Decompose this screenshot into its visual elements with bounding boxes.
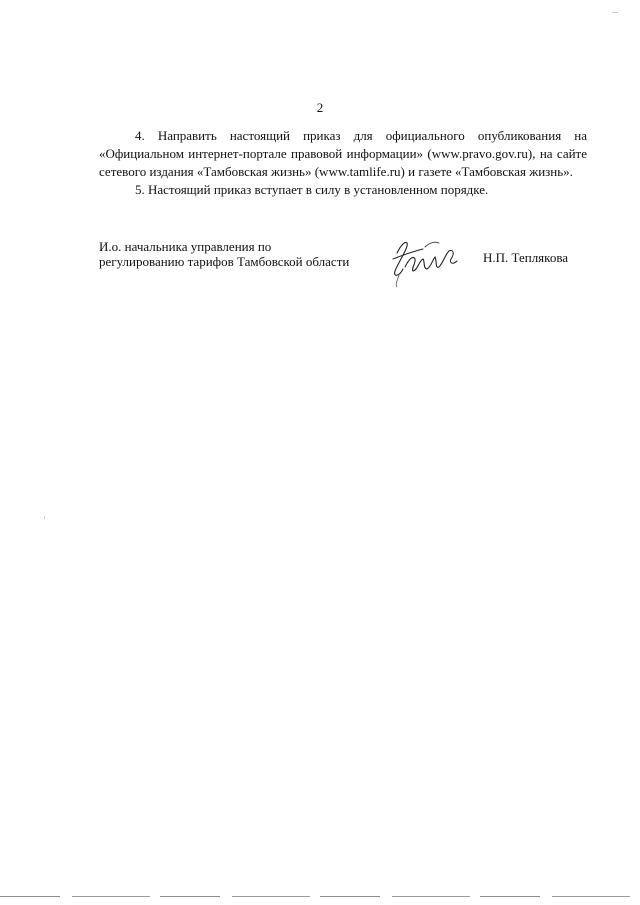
paragraph-5 (99, 181, 587, 199)
signer-position-line-1: И.о. начальника управления по (99, 239, 272, 254)
scan-artifact (44, 516, 45, 519)
scan-artifact (612, 12, 618, 13)
signer-position (99, 239, 379, 269)
paragraph-4-line-4: «Тамбовская жизнь». (455, 164, 573, 179)
signer-position-line-2: регулированию тарифов Тамбовской области (99, 254, 350, 269)
signature-block (99, 239, 569, 299)
signer-name: Н.П. Теплякова (483, 250, 569, 265)
paragraph-5-line-1: 5. Настоящий приказ вступает в силу в установленном порядке. (135, 182, 489, 197)
scan-edge-line (0, 896, 640, 897)
paragraph-4 (99, 127, 587, 181)
page-number: 2 (316, 100, 324, 115)
paragraph-4-line-2: «Официальном интернет-портале правовой информации» (www.pravo.gov.ru), (99, 146, 536, 161)
paragraph-4-line-1: 4. Направить настоящий приказ для официального опубликования на (135, 128, 587, 143)
document-body (99, 127, 587, 199)
handwritten-signature-icon (379, 231, 469, 291)
paragraph-4-line-3: на сайте сетевого издания «Тамбовская жизнь» (www.tamlife.ru) и газете (99, 146, 587, 179)
